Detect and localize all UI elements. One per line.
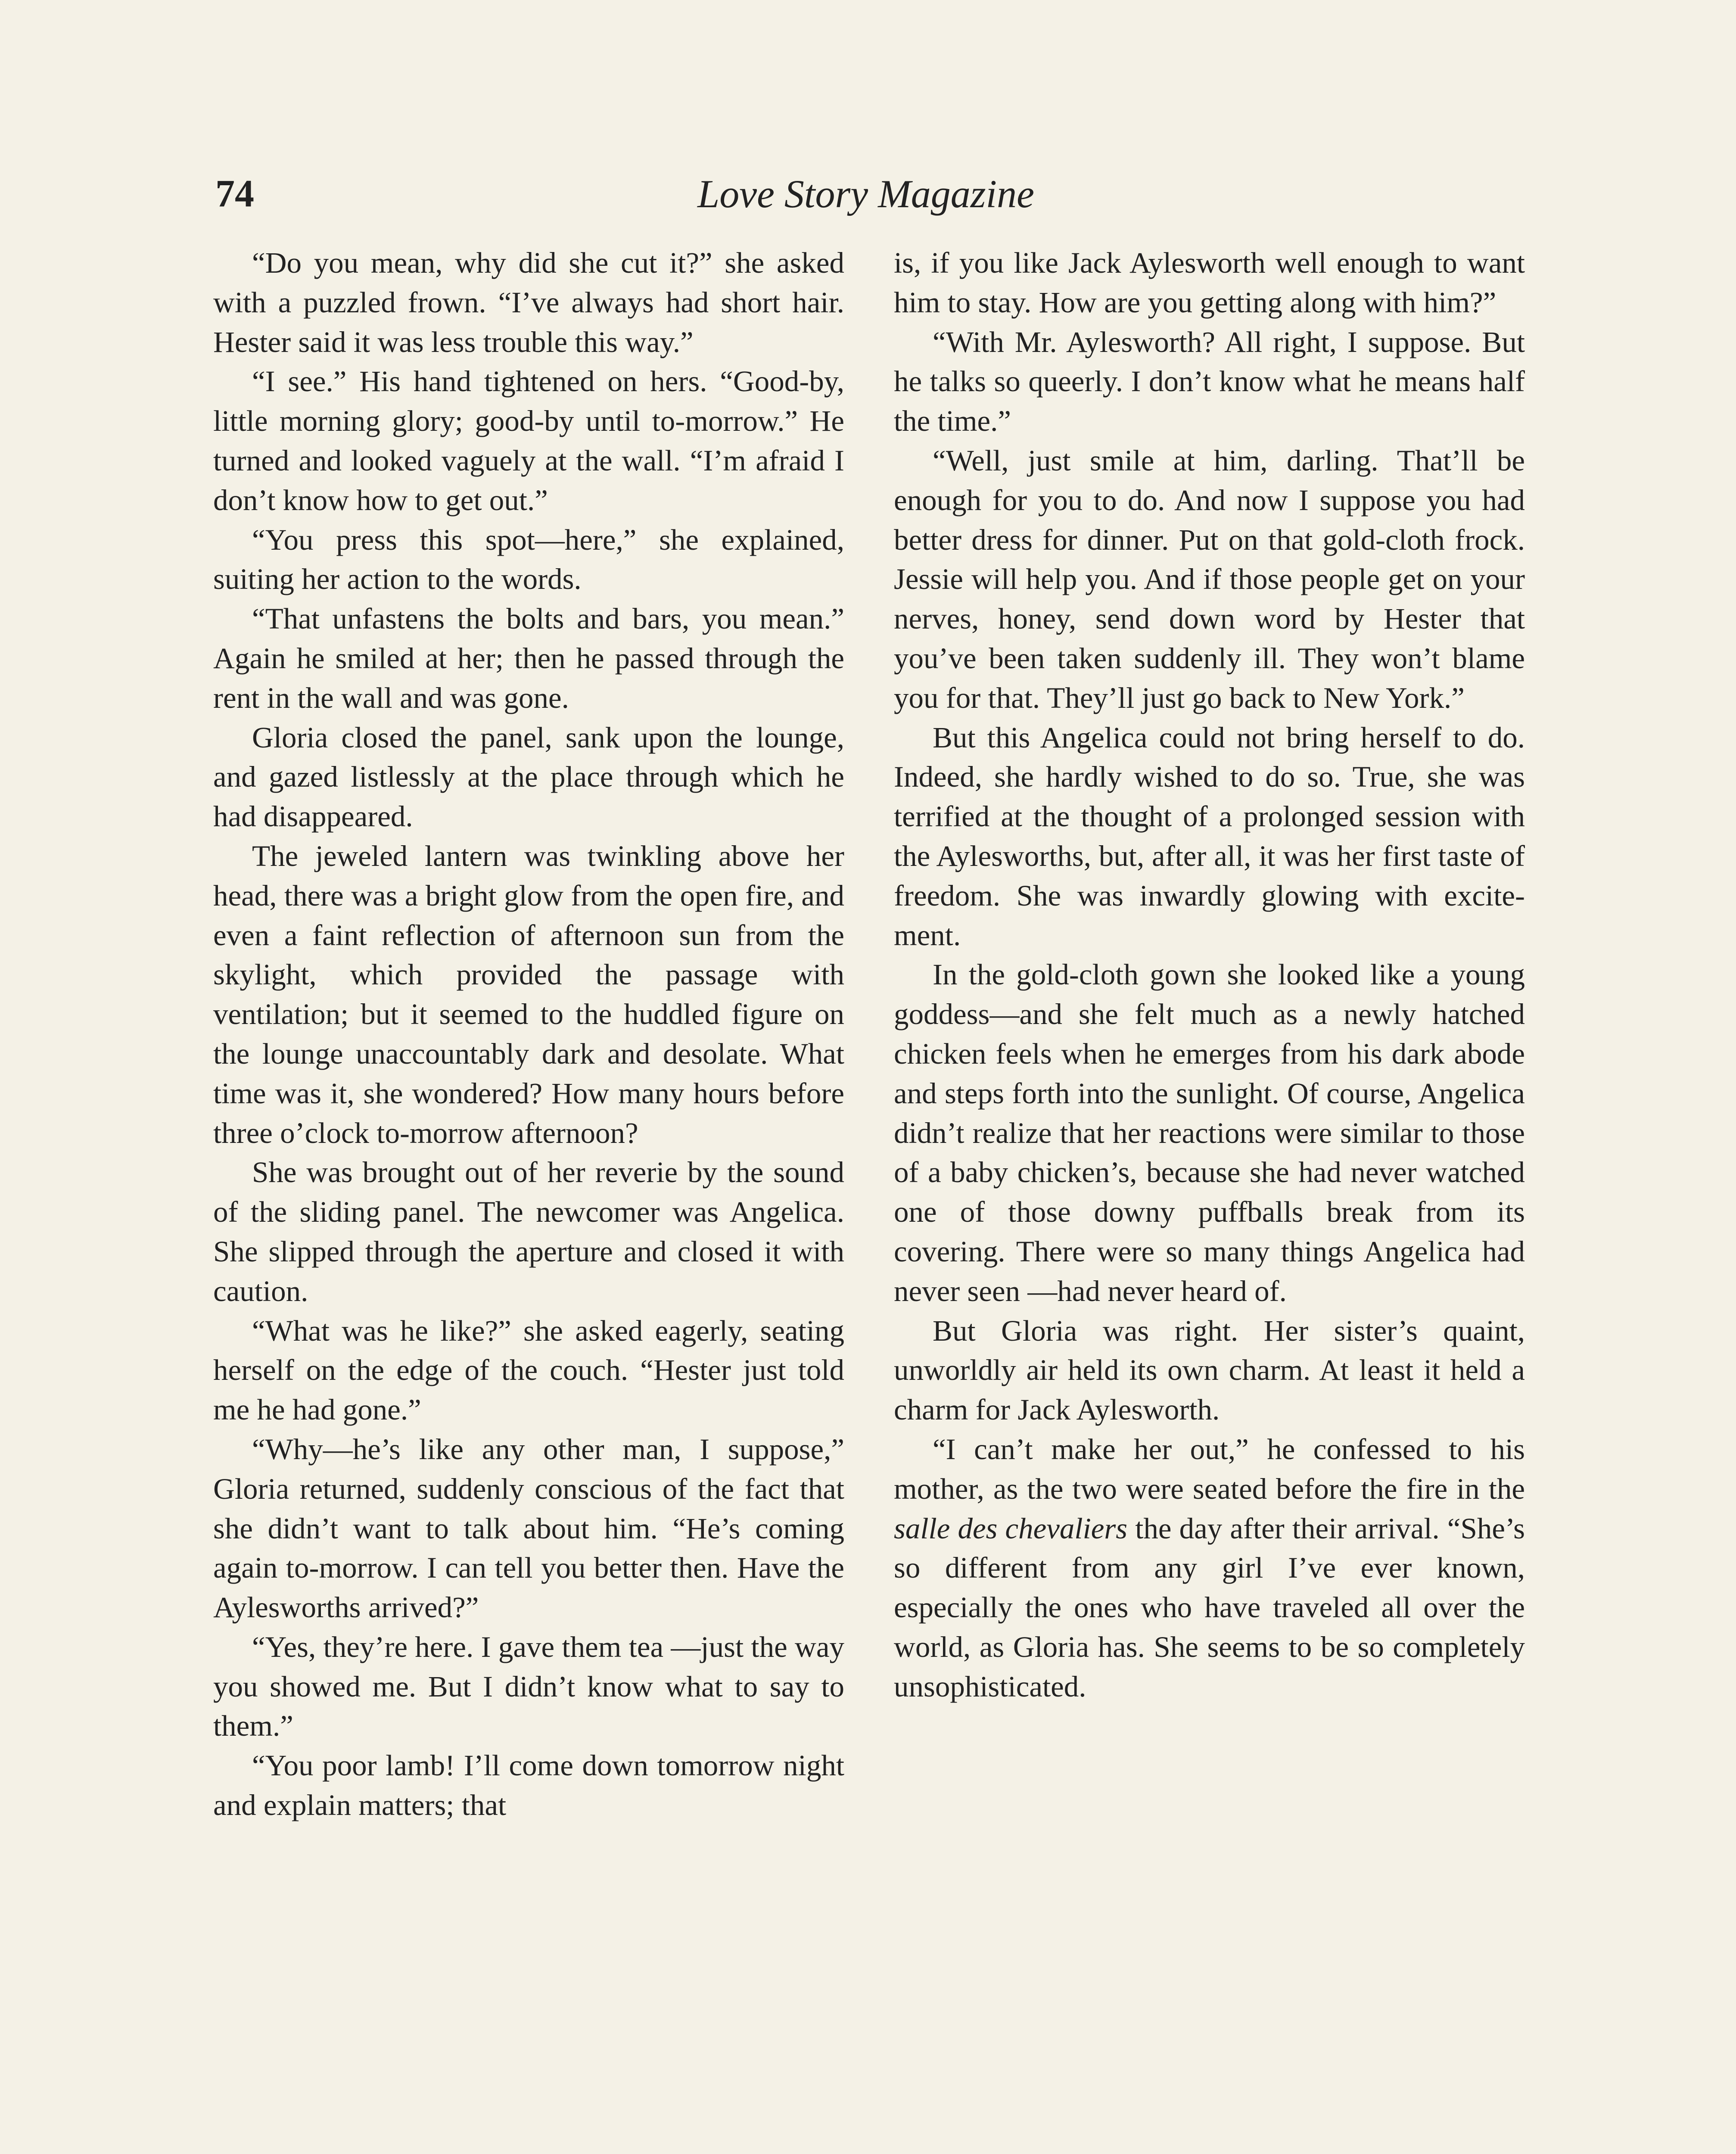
paragraph: Gloria closed the panel, sank upon the lounge, and gazed listlessly at the place through which he had disappeared. xyxy=(213,721,844,833)
paragraph: But Gloria was right. Her sister’s quaint, unworldly air held its own charm. At least it held a charm for Jack Aylesworth. xyxy=(894,1314,1525,1426)
page-number: 74 xyxy=(215,172,254,215)
paragraph: “That unfastens the bolts and bars, you mean.” Again he smiled at her; then he passed through the rent in the wall and was gone. xyxy=(213,602,844,714)
paragraph: “I see.” His hand tightened on hers. “Good-by, little morning glory; good-by until to-morrow.” He turned and looked vaguely at the wall. “I’m afraid I don’t know how to get out.” xyxy=(213,365,844,517)
left-column xyxy=(213,243,844,1825)
paragraph: The jeweled lantern was twinkling above her head, there was a bright glow from the open fire, and even a faint reflection of afternoon sun from the skylight, which provided the passage with ventilation; but it seemed to the huddled figure on the lounge unaccountably dark and desolate. What time was it, she wondered? How many hours before three o’clock to-morrow afternoon? xyxy=(213,839,844,1149)
paragraph: “What was he like?” she asked eagerly, seating herself on the edge of the couch. “Hester just told me he had gone.” xyxy=(213,1314,844,1426)
magazine-title: Love Story Magazine xyxy=(697,172,1034,216)
paragraph-last xyxy=(894,1430,1525,1707)
page-header xyxy=(215,164,1516,224)
paragraph: “Why—he’s like any other man, I suppose,” Gloria returned, suddenly conscious of the fact that she didn’t want to talk about him. “He’s coming again to-morrow. I can tell you better then. Have the Aylesworths arrived?” xyxy=(213,1432,844,1624)
paragraph: In the gold-cloth gown she looked like a young goddess—and she felt much as a newly hatched chicken feels when he emerges from his dark abode and steps forth into the sunlight. Of course, Angelica didn’t realize that her reactions were similar to those of a baby chicken’s, because she had never watched one of those downy puffballs break from its covering. There were so many things Angelica had never seen —had never heard of. xyxy=(894,958,1525,1307)
italic-phrase: salle des chevaliers xyxy=(894,1512,1128,1545)
paragraph: “With Mr. Aylesworth? All right, I suppose. But he talks so queerly. I don’t know what he means half the time.” xyxy=(894,325,1525,438)
paragraph-text: “I can’t make her out,” he confessed to his mother, as the two were seated before the fire in the xyxy=(894,1432,1525,1505)
paragraph: “Yes, they’re here. I gave them tea —just the way you showed me. But I didn’t know what to say to them.” xyxy=(213,1630,844,1743)
paragraph: “You press this spot—here,” she explained, suiting her action to the words. xyxy=(213,523,844,596)
paragraph-continued: is, if you like Jack Aylesworth well enough to want him to stay. How are you getting along with him?” xyxy=(894,246,1525,319)
paragraph-text: the day after their arrival. “She’s so different from any girl I’ve ever known, especially the ones who have traveled all over the world, as Gloria has. She seems to be so completely unsophisticated. xyxy=(894,1512,1525,1703)
right-column xyxy=(894,243,1525,1706)
paragraph: “Well, just smile at him, darling. That’ll be enough for you to do. And now I suppose you had better dress for dinner. Put on that gold-cloth frock. Jessie will help you. And if those people get on your nerves, honey, send down word by Hester that you’ve been taken suddenly ill. They won’t blame you for that. They’ll just go back to New York.” xyxy=(894,444,1525,714)
paragraph: “Do you mean, why did she cut it?” she asked with a puzzled frown. “I’ve always had short hair. Hester said it was less trouble this way.” xyxy=(213,246,844,358)
paragraph: “You poor lamb! I’ll come down tomorrow night and explain matters; that xyxy=(213,1749,844,1822)
paragraph: But this Angelica could not bring herself to do. Indeed, she hardly wished to do so. True, she was terrified at the thought of a prolonged session with the Aylesworths, but, after all, it was her first taste of freedom. She was inwardly glowing with excitement. xyxy=(894,721,1525,952)
paragraph: She was brought out of her reverie by the sound of the sliding panel. The newcomer was Angelica. She slipped through the aperture and closed it with caution. xyxy=(213,1156,844,1307)
